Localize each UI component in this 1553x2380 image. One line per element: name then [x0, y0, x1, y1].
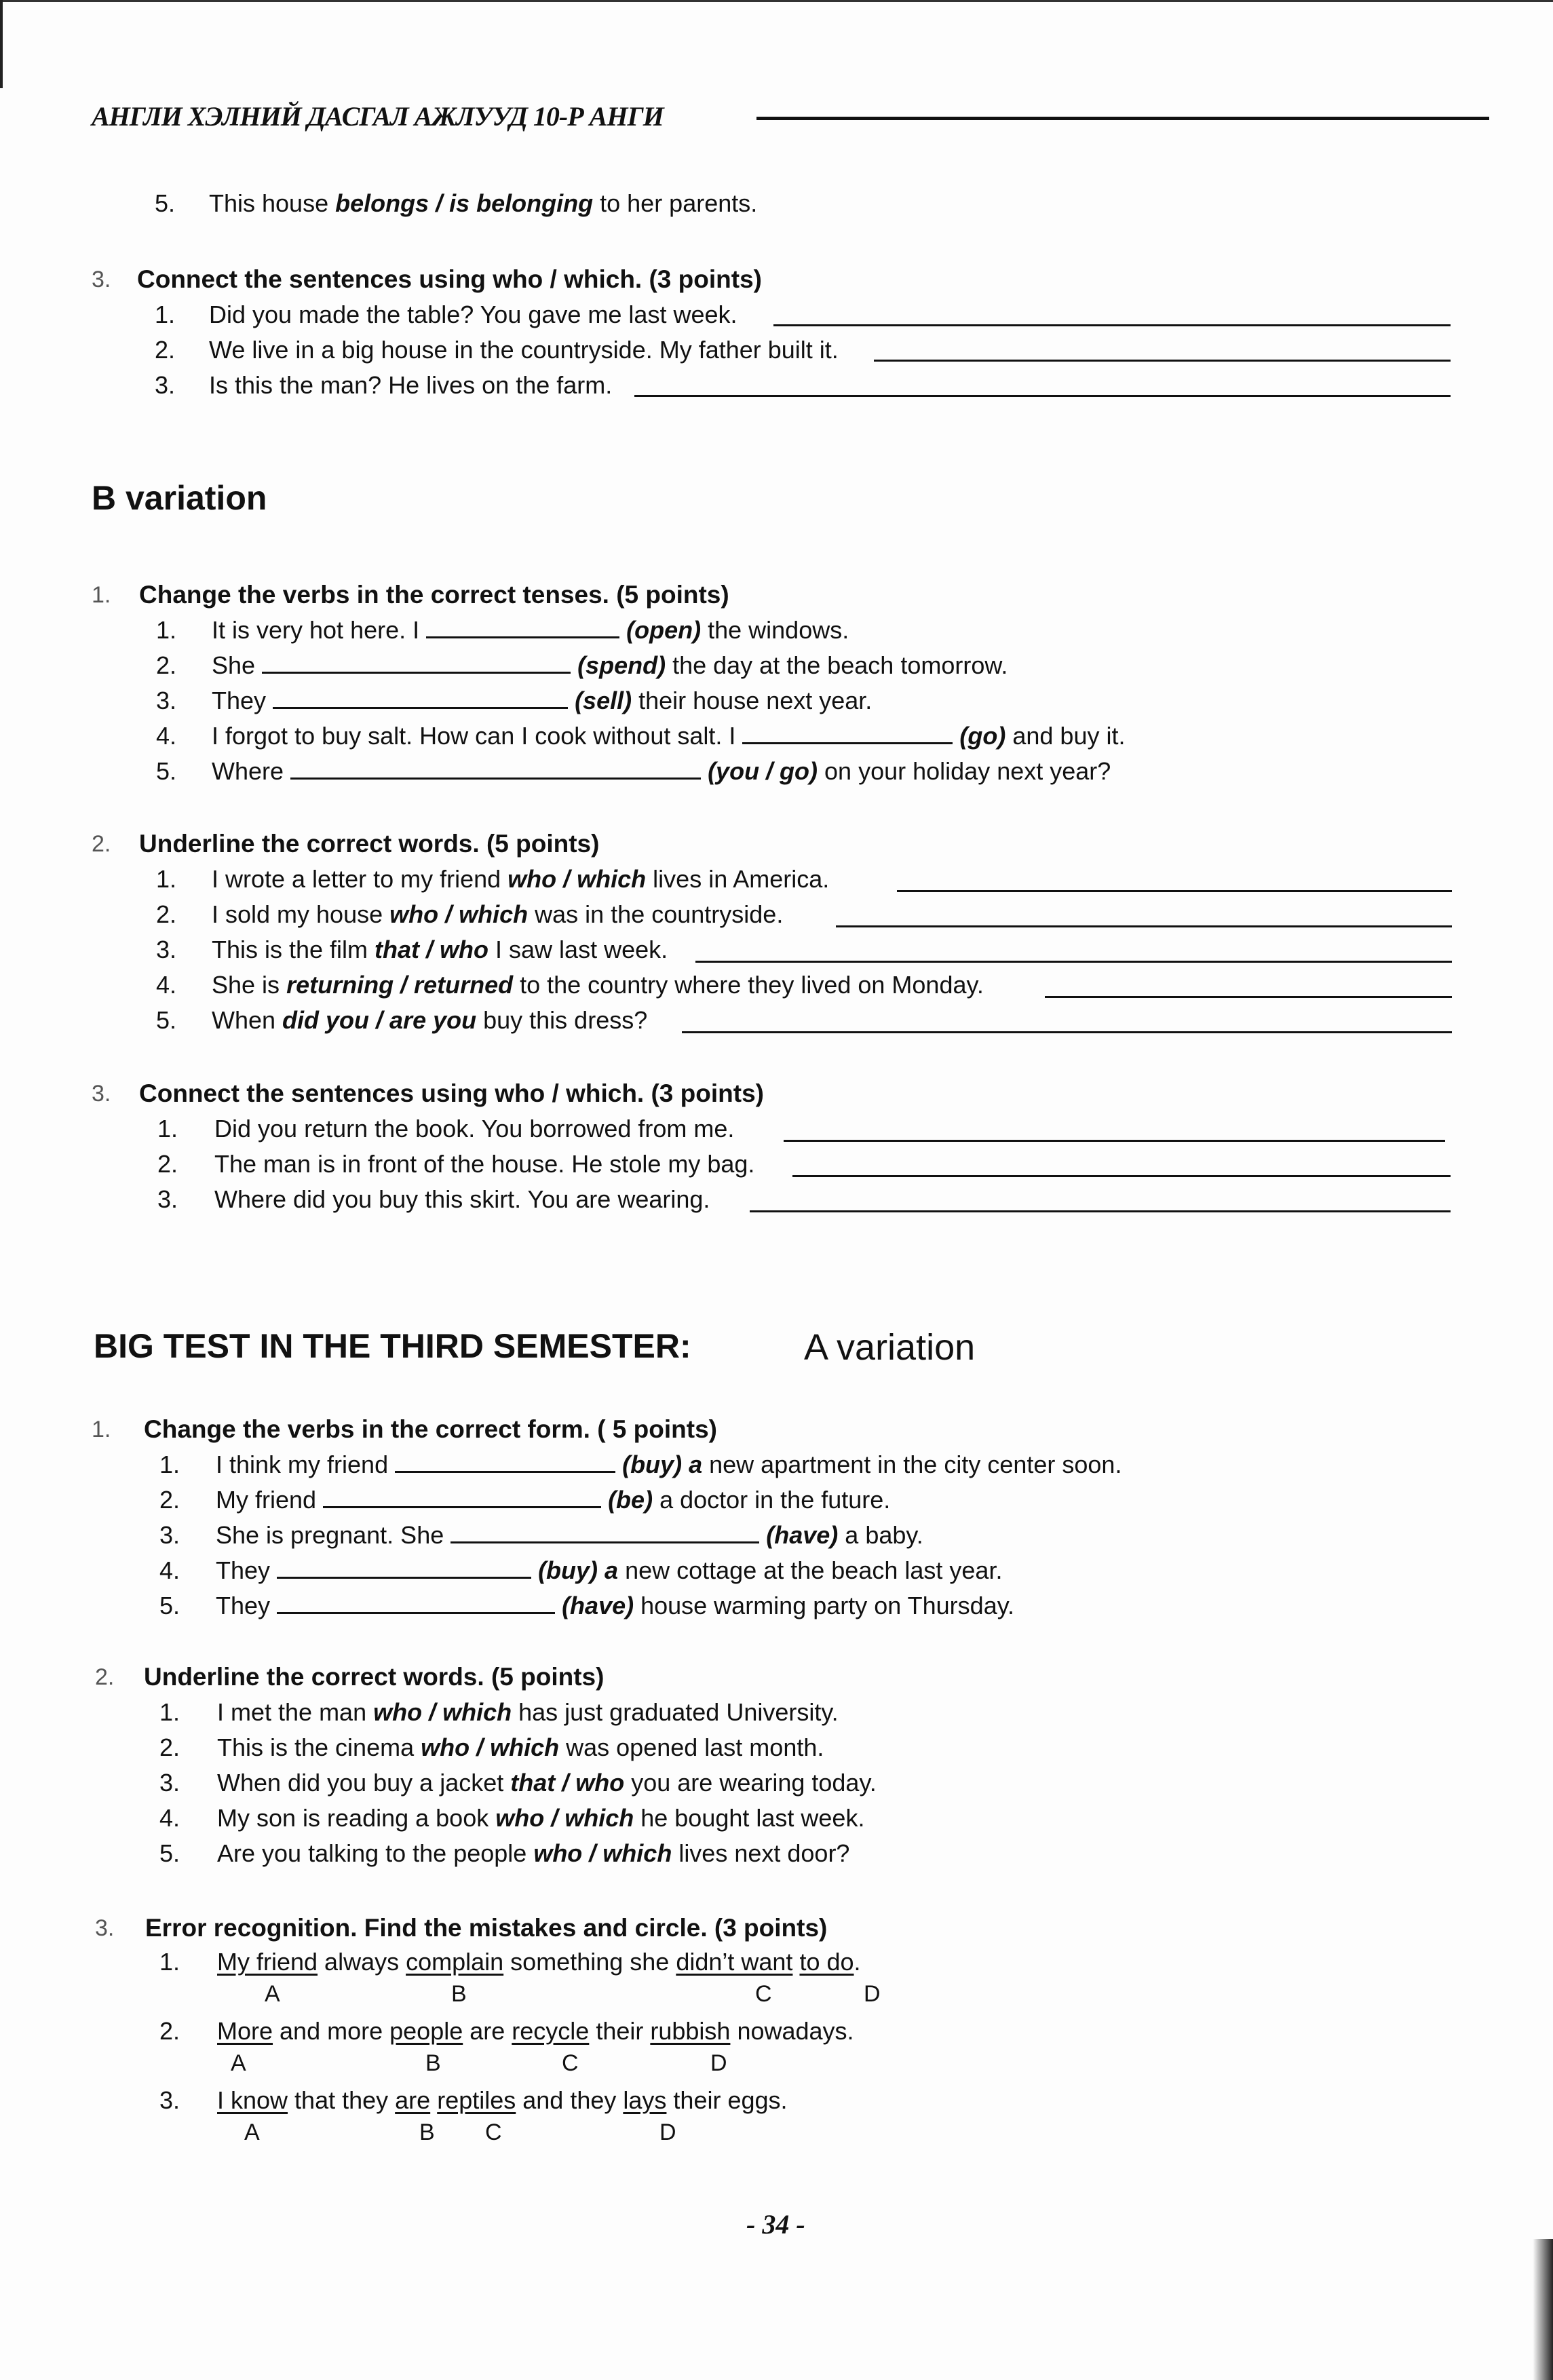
exercise-title: Connect the sentences using who / which. (3 points) — [137, 265, 762, 293]
answer-line[interactable] — [750, 1210, 1451, 1212]
item-text: lives in America. — [646, 865, 830, 893]
item-number: 3. — [159, 1521, 180, 1549]
item-text: that they — [288, 2086, 396, 2114]
item-text: When did you buy a jacket — [217, 1769, 511, 1797]
error-item — [217, 1947, 861, 1977]
option-b-segment[interactable]: people — [389, 2017, 463, 2045]
answer-line[interactable] — [773, 324, 1451, 326]
item-number: 1. — [156, 616, 177, 644]
item-text: They — [212, 687, 273, 714]
letter-d: D — [864, 1981, 881, 2007]
connect-item: The man is in front of the house. He stole my bag. — [214, 1150, 755, 1178]
item-text: She is — [212, 971, 287, 999]
scan-edge-left — [0, 0, 3, 88]
exercise-number: 3. — [92, 267, 111, 292]
word-options[interactable]: that / who — [510, 1769, 625, 1797]
exercise-number: 2. — [92, 831, 111, 857]
answer-line[interactable] — [897, 890, 1452, 892]
scan-edge-top — [0, 0, 1553, 9]
letter-b: B — [451, 1981, 467, 2007]
item-number: 5. — [155, 189, 176, 217]
exercise-title: Underline the correct words. (5 points) — [144, 1663, 605, 1691]
exercise-number: 3. — [95, 1915, 115, 1941]
item-text: are — [463, 2017, 512, 2045]
connect-item: We live in a big house in the countryside. My father built it. — [209, 336, 839, 364]
item-number: 2. — [156, 900, 177, 928]
item-text: the day at the beach tomorrow. — [666, 651, 1008, 679]
underline-item — [217, 1733, 824, 1763]
option-d-segment[interactable]: rubbish — [650, 2017, 731, 2045]
letter-a: A — [265, 1981, 280, 2007]
exercise-title: Change the verbs in the correct form. ( 5 points) — [144, 1415, 717, 1443]
item-text: their house next year. — [632, 687, 873, 714]
item-text: you are wearing today. — [624, 1769, 877, 1797]
item-number: 3. — [156, 687, 177, 714]
item-text: I saw last week. — [488, 936, 668, 963]
verb-hint: (you / go) — [708, 757, 818, 785]
item-text: and more — [273, 2017, 390, 2045]
item-text: Where — [212, 757, 291, 785]
answer-line[interactable] — [695, 961, 1452, 963]
verb-hint: (have) — [766, 1521, 839, 1549]
letter-a: A — [231, 2050, 246, 2076]
item-text: lives next door? — [672, 1839, 850, 1867]
answer-blank[interactable] — [395, 1451, 615, 1473]
option-c-segment[interactable]: reptiles — [437, 2086, 516, 2114]
section-title-big-test: BIG TEST IN THE THIRD SEMESTER: — [94, 1327, 691, 1365]
item-text: their eggs. — [666, 2086, 788, 2114]
word-options[interactable]: who / which — [389, 900, 529, 928]
option-a-segment[interactable]: More — [217, 2017, 273, 2045]
tense-item — [212, 651, 1008, 680]
item-text: This is the cinema — [217, 1733, 421, 1761]
underline-item — [212, 864, 829, 894]
item-number: 3. — [159, 2086, 180, 2114]
item-number: 1. — [159, 1948, 180, 1976]
item-text: When — [212, 1006, 283, 1034]
connect-item: Is this the man? He lives on the farm. — [209, 371, 613, 399]
answer-line[interactable] — [682, 1031, 1452, 1033]
exercise-title: Underline the correct words. (5 points) — [139, 830, 600, 858]
item-number: 5. — [156, 757, 177, 785]
item-number: 1. — [159, 1451, 180, 1478]
exercise-number: 1. — [92, 582, 111, 608]
answer-blank[interactable] — [426, 616, 619, 638]
tense-item — [212, 686, 872, 716]
exercise-title: Change the verbs in the correct tenses. (5 points) — [139, 581, 729, 609]
verb-form-item — [216, 1485, 890, 1515]
item-text: My friend — [216, 1486, 324, 1514]
underline-item — [217, 1697, 839, 1727]
item-number: 2. — [159, 1733, 180, 1761]
underline-item — [217, 1768, 877, 1798]
scan-edge-right — [1533, 2239, 1553, 2380]
exercise-title: Connect the sentences using who / which. (3 points) — [139, 1079, 764, 1107]
item-text: She is pregnant. She — [216, 1521, 451, 1549]
connect-item: Did you made the table? You gave me last week. — [209, 301, 737, 328]
item-number: 5. — [159, 1592, 180, 1619]
underline-item — [217, 1839, 849, 1868]
item-text: was in the countryside. — [528, 900, 784, 928]
verb-hint: (go) — [959, 722, 1006, 750]
item-text: nowadays. — [730, 2017, 854, 2045]
item-text: house warming party on Thursday. — [634, 1592, 1015, 1619]
section-variation: A variation — [804, 1327, 976, 1368]
item-text: and buy it. — [1005, 722, 1126, 750]
underline-item — [212, 970, 984, 1000]
answer-blank[interactable] — [273, 687, 568, 709]
item-number: 2. — [156, 651, 177, 679]
item-number: 2. — [159, 2017, 180, 2045]
underline-item — [212, 900, 783, 929]
item-text: always — [318, 1948, 406, 1976]
item-text: was opened last month. — [559, 1733, 824, 1761]
answer-blank[interactable] — [450, 1521, 759, 1543]
item-number: 4. — [156, 971, 177, 999]
item-text: This house — [209, 189, 336, 217]
item-text: I met the man — [217, 1698, 374, 1726]
section-title-b-variation: B variation — [92, 479, 267, 517]
item-text: They — [216, 1556, 277, 1584]
letter-d: D — [659, 2119, 676, 2145]
item-number: 3. — [155, 371, 176, 399]
letter-d: D — [710, 2050, 727, 2076]
answer-line[interactable] — [784, 1140, 1445, 1142]
connect-item: Did you return the book. You borrowed from me. — [214, 1115, 735, 1143]
item-text: their — [589, 2017, 651, 2045]
word-options[interactable]: returning / returned — [286, 971, 514, 999]
word-options[interactable]: who / which — [421, 1733, 560, 1761]
word-options[interactable]: who / which — [533, 1839, 672, 1867]
item-text: She — [212, 651, 263, 679]
verb-hint: (buy) a — [622, 1451, 703, 1478]
item-text — [792, 1948, 799, 1976]
tense-item — [212, 615, 849, 645]
option-d-segment[interactable]: to do — [799, 1948, 854, 1976]
item-text — [430, 2086, 437, 2114]
item-text: on your holiday next year? — [818, 757, 1111, 785]
letter-b: B — [419, 2119, 435, 2145]
verb-hint: (open) — [626, 616, 702, 644]
page-number: - 34 - — [746, 2209, 805, 2240]
option-c-segment[interactable]: recycle — [512, 2017, 590, 2045]
item-number: 4. — [156, 722, 177, 750]
answer-blank[interactable] — [323, 1486, 601, 1508]
exercise-number: 3. — [92, 1081, 111, 1107]
verb-form-item — [216, 1556, 1002, 1586]
item-text: something she — [503, 1948, 676, 1976]
page-header-title: АНГЛИ ХЭЛНИЙ ДАСГАЛ АЖЛУУД 10-Р АНГИ — [92, 101, 664, 132]
underline-item — [212, 935, 668, 965]
answer-line[interactable] — [792, 1175, 1451, 1177]
exercise-number: 1. — [92, 1417, 111, 1442]
exercise-title: Error recognition. Find the mistakes and circle. (3 points) — [145, 1914, 828, 1942]
item-text: Are you talking to the people — [217, 1839, 534, 1867]
item-text: . — [854, 1948, 861, 1976]
tense-item — [212, 756, 1111, 786]
answer-line[interactable] — [874, 360, 1451, 362]
item-number: 1. — [157, 1115, 178, 1143]
item-text: and they — [516, 2086, 624, 2114]
letter-b: B — [425, 2050, 441, 2076]
item-number: 2. — [155, 336, 176, 364]
verb-form-item — [216, 1520, 923, 1550]
item-text: This is the film — [212, 936, 375, 963]
item-number: 1. — [155, 301, 176, 328]
item-text: a baby. — [838, 1521, 923, 1549]
item-text: I think my friend — [216, 1451, 396, 1478]
error-item — [217, 2086, 788, 2115]
answer-blank[interactable] — [277, 1592, 555, 1614]
item-number: 5. — [156, 1006, 177, 1034]
letter-c: C — [562, 2050, 579, 2076]
item-text: They — [216, 1592, 277, 1619]
verb-form-item — [216, 1450, 1121, 1480]
verb-hint: (be) — [608, 1486, 653, 1514]
letter-c: C — [755, 1981, 772, 2007]
answer-blank[interactable] — [277, 1556, 531, 1579]
letter-c: C — [485, 2119, 502, 2145]
item-text: a doctor in the future. — [653, 1486, 891, 1514]
verb-hint: (buy) a — [538, 1556, 619, 1584]
verb-hint: (spend) — [577, 651, 666, 679]
answer-line[interactable] — [1045, 996, 1452, 998]
item-number: 5. — [159, 1839, 180, 1867]
item-text: My son is reading a book — [217, 1804, 496, 1832]
answer-blank[interactable] — [290, 757, 701, 780]
connect-item: Where did you buy this skirt. You are wearing. — [214, 1185, 710, 1213]
word-options[interactable]: who / which — [495, 1804, 634, 1832]
item-number: 3. — [157, 1185, 178, 1213]
item-text: the windows. — [701, 616, 849, 644]
word-options[interactable]: that / who — [375, 936, 489, 963]
item-text: has just graduated University. — [512, 1698, 839, 1726]
item-text: new cottage at the beach last year. — [618, 1556, 1003, 1584]
answer-blank[interactable] — [742, 722, 953, 744]
option-b-segment[interactable]: complain — [406, 1948, 504, 1976]
verb-hint: (have) — [562, 1592, 634, 1619]
item-number: 3. — [156, 936, 177, 963]
item-options: belongs / is belonging — [335, 189, 594, 217]
item-text: to her parents. — [593, 189, 758, 217]
answer-blank[interactable] — [262, 651, 571, 674]
answer-line[interactable] — [634, 395, 1451, 397]
verb-hint: (sell) — [575, 687, 632, 714]
item-text: he bought last week. — [634, 1804, 865, 1832]
item-text: I wrote a letter to my friend — [212, 865, 508, 893]
item-number: 2. — [157, 1150, 178, 1178]
exercise-number: 2. — [95, 1664, 115, 1690]
item-number: 1. — [159, 1698, 180, 1726]
option-b-segment[interactable]: are — [395, 2086, 431, 2114]
header-rule — [756, 117, 1489, 120]
verb-form-item — [216, 1591, 1014, 1621]
item-text: buy this dress? — [476, 1006, 648, 1034]
word-options[interactable]: did you / are you — [282, 1006, 477, 1034]
item-text: I sold my house — [212, 900, 390, 928]
option-a-segment[interactable]: I know — [217, 2086, 288, 2114]
item-number: 4. — [159, 1556, 180, 1584]
letter-a: A — [244, 2119, 260, 2145]
underline-item — [217, 1803, 864, 1833]
item-text: to the country where they lived on Monday. — [513, 971, 984, 999]
item-number: 4. — [159, 1804, 180, 1832]
tense-item — [212, 721, 1125, 751]
item-text: It is very hot here. I — [212, 616, 427, 644]
item-number: 2. — [159, 1486, 180, 1514]
word-options[interactable]: who / which — [373, 1698, 512, 1726]
option-c-segment[interactable]: didn’t want — [676, 1948, 793, 1976]
option-a-segment[interactable]: My friend — [217, 1948, 318, 1976]
carryover-item-5 — [209, 189, 757, 218]
item-text: I forgot to buy salt. How can I cook without salt. I — [212, 722, 743, 750]
option-d-segment[interactable]: lays — [623, 2086, 667, 2114]
item-text: new apartment in the city center soon. — [702, 1451, 1122, 1478]
answer-line[interactable] — [836, 925, 1452, 927]
word-options[interactable]: who / which — [507, 865, 647, 893]
item-number: 1. — [156, 865, 177, 893]
underline-item — [212, 1005, 647, 1035]
error-item — [217, 2016, 854, 2046]
item-number: 3. — [159, 1769, 180, 1797]
